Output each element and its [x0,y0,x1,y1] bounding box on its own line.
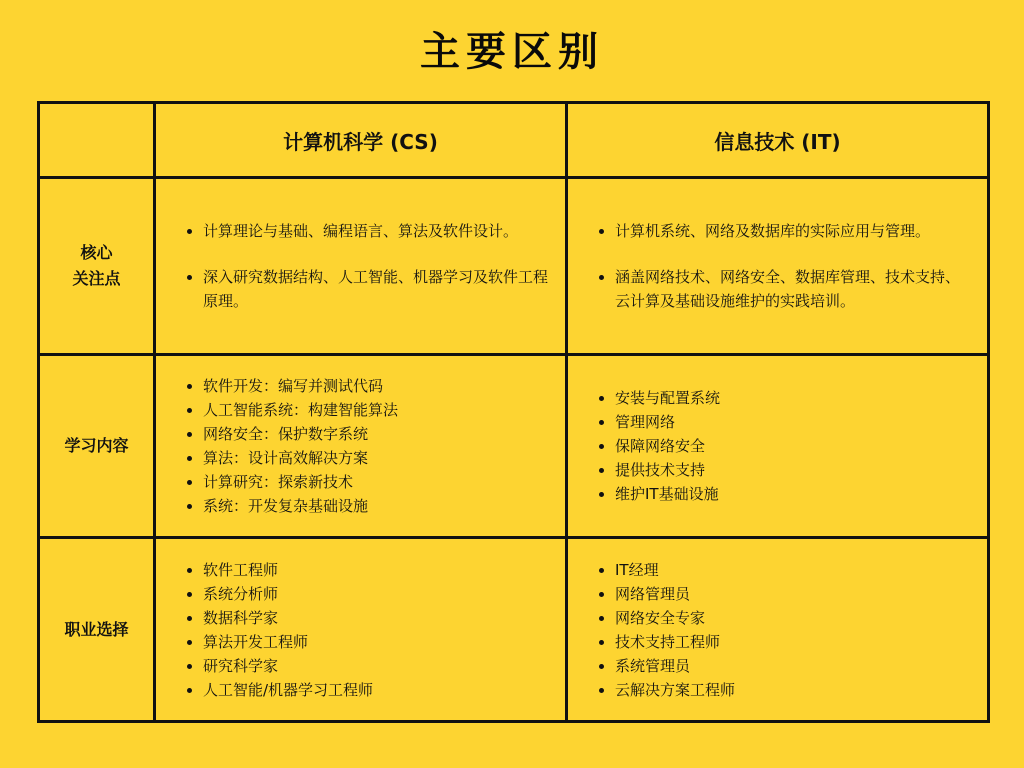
table-row-career-options [39,538,989,722]
table-row-core-focus [39,178,989,355]
table-header-row [39,103,989,178]
list-item: • 涵盖网络技术、网络安全、数据库管理、技术支持、云计算及基础设施维护的实践培训。 [615,265,973,313]
list-item: • 管理网络 [615,410,973,434]
list-item: • 计算研究：探索新技术 [203,470,551,494]
list-item: • 系统管理员 [615,654,973,678]
cs-career-options-cell [155,538,567,722]
it-career-options-cell [567,538,989,722]
it-learning-content-cell [567,355,989,538]
list-item: • 系统：开发复杂基础设施 [203,494,551,518]
cs-core-focus-cell [155,178,567,355]
list-item: • 维护IT基础设施 [615,482,973,506]
list-item: • 算法：设计高效解决方案 [203,446,551,470]
list-item: • 系统分析师 [203,582,551,606]
list-item: • 技术支持工程师 [615,630,973,654]
row-header-line: 关注点 [72,269,121,288]
row-header-core-focus [39,178,155,355]
list-item: • 研究科学家 [203,654,551,678]
table-row-learning-content [39,355,989,538]
list-item: • 提供技术支持 [615,458,973,482]
list-item: • IT经理 [615,558,973,582]
list-item: • 网络安全：保护数字系统 [203,422,551,446]
list-item: • 安装与配置系统 [615,386,973,410]
page-title: 主要区别 [420,29,604,75]
list-item: • 保障网络安全 [615,434,973,458]
list-item: • 人工智能/机器学习工程师 [203,678,551,702]
list-item: • 网络管理员 [615,582,973,606]
list-item: • 算法开发工程师 [203,630,551,654]
row-header-line: 核心 [80,243,113,262]
list-item: • 计算机系统、网络及数据库的实际应用与管理。 [615,219,973,243]
list-item: • 人工智能系统：构建智能算法 [203,398,551,422]
it-career-options-list [568,558,987,702]
it-learning-content-list [568,386,987,506]
row-header-career-options [39,538,155,722]
column-header-cs: 计算机科学 (CS) [155,103,567,178]
corner-cell [39,103,155,178]
list-item: • 深入研究数据结构、人工智能、机器学习及软件工程原理。 [203,265,551,313]
it-core-focus-cell [567,178,989,355]
column-header-it: 信息技术 (IT) [567,103,989,178]
cs-learning-content-cell [155,355,567,538]
list-item: • 计算理论与基础、编程语言、算法及软件设计。 [203,219,551,243]
list-item: • 云解决方案工程师 [615,678,973,702]
list-item: • 网络安全专家 [615,606,973,630]
row-header-line: 职业选择 [64,619,129,639]
comparison-table [37,101,990,723]
cs-learning-content-list [156,374,565,518]
list-item: • 软件开发：编写并测试代码 [203,374,551,398]
list-item: • 软件工程师 [203,558,551,582]
list-item: • 数据科学家 [203,606,551,630]
cs-career-options-list [156,558,565,702]
it-core-focus-list [568,219,987,313]
row-header-learning-content [39,355,155,538]
cs-core-focus-list [156,219,565,313]
row-header-line: 学习内容 [64,436,129,455]
